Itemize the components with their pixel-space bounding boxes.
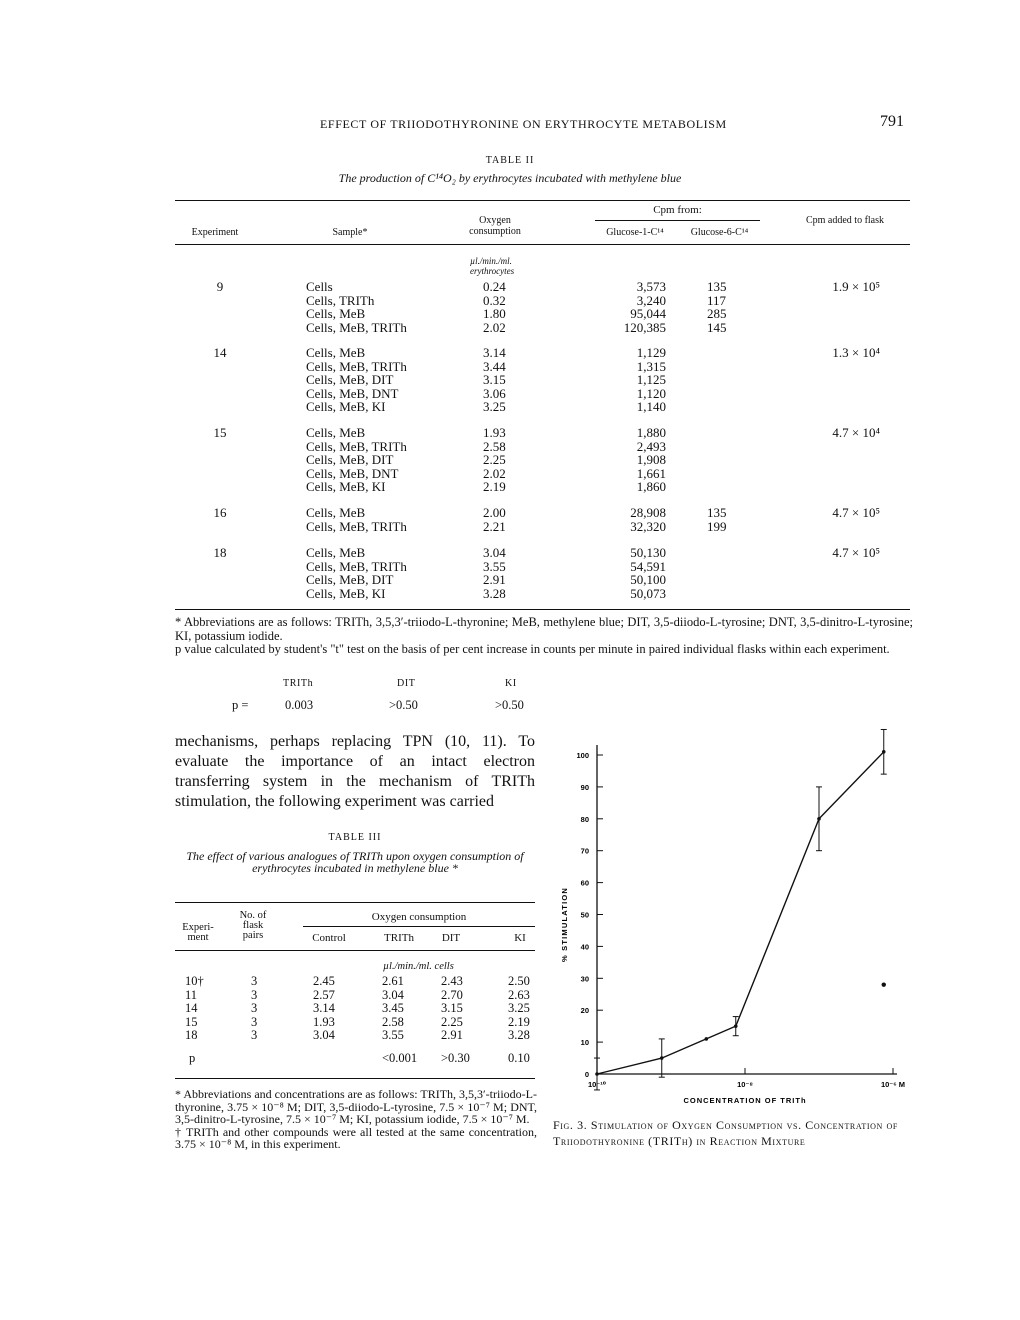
table3-header-experiment: Experi- ment: [182, 922, 214, 943]
table2-glucose1: 50,130: [630, 545, 666, 560]
table2-oxygen: 2.58: [483, 438, 506, 454]
table3-caption: The effect of various analogues of TRITh upon oxygen consumption of erythrocytes incubated in methylene blue *: [186, 849, 524, 875]
table2-oxygen: 3.44: [483, 358, 506, 374]
table3-cell-exp: 15: [185, 1014, 198, 1029]
table3-p-ki: 0.10: [508, 1051, 530, 1065]
table2-glucose6: 135: [707, 505, 727, 520]
table3-cell-trith: 2.61: [382, 974, 404, 988]
table2-sample: Cells, MeB, DIT: [306, 372, 394, 388]
table2-sample: Cells, MeB: [306, 545, 366, 560]
table2-glucose1: 1,661: [636, 465, 666, 481]
table3-cell-control: 1.93: [313, 1014, 335, 1029]
table2-oxygen: 2.02: [483, 319, 506, 335]
table3-cell-ki: 2.19: [508, 1014, 530, 1029]
table2-header-oxygen: Oxygen consumption: [469, 215, 521, 237]
x-axis-label: CONCENTRATION OF TRITh: [683, 1096, 807, 1105]
table2-units: µl./min./ml. erythrocytes: [470, 256, 515, 276]
table3-label: TABLE III: [328, 832, 382, 843]
table2-sample: Cells, MeB, TRITh: [306, 438, 407, 454]
table2-oxygen: 3.28: [483, 585, 506, 601]
table2-glucose1: 95,044: [630, 306, 666, 322]
x-tick-label: 10⁻⁶ M: [880, 1080, 906, 1089]
table3-cell-trith: 2.58: [382, 1014, 404, 1029]
table2-sample: Cells, MeB, KI: [306, 399, 386, 415]
table3-header-trith: TRITh: [384, 932, 414, 944]
table2-caption: The production of C¹⁴O₂ by erythrocytes incubated with methylene blue: [338, 171, 682, 185]
table2-glucose1: 1,860: [636, 479, 666, 495]
table2-oxygen: 3.55: [483, 558, 506, 574]
table2-sample: Cells, MeB: [306, 306, 366, 322]
y-tick-label: 50: [580, 910, 589, 920]
data-point: [660, 1056, 664, 1060]
table2-glucose1: 50,073: [630, 585, 666, 601]
page-number: 791: [880, 113, 904, 130]
table2-experiment: 18: [213, 545, 227, 560]
table3-oxygen-rule: [303, 926, 535, 927]
p-value-ki: >0.50: [495, 698, 524, 712]
table3-cell-exp: 11: [185, 987, 198, 1002]
table2-footnote-abbrev: * Abbreviations are as follows: TRITh, 3,5,3′-triiodo-L-thyronine; MeB, methylene blue; DIT, 3,5-diiodo-L-tyrosine; DNT, 3,5-dinitro-L-tyrosine; KI, potassium iodide.: [175, 615, 913, 643]
y-tick-label: 10: [580, 1038, 589, 1048]
table3-cell-control: 3.14: [313, 1001, 335, 1016]
table3-cell-control: 2.45: [313, 974, 335, 988]
table2-glucose6: 117: [707, 292, 727, 308]
table3-header-ki: KI: [514, 932, 526, 944]
outlier-point: [882, 982, 886, 986]
table2-glucose6: 145: [707, 319, 727, 335]
y-tick-label: 60: [580, 878, 589, 888]
table3-footnote-abbrev: * Abbreviations and concentrations are as follows: TRITh, 3,5,3′-triiodo-L-thyronine, 3.75 × 10⁻⁸ M; DIT, 3,5-diiodo-L-tyrosine, 7.5 × 10⁻⁷ M; DNT, 3,5-dinitro-L-tyrosine, 7.5 × 10⁻⁷ M; KI, potassium iodide, 7.5 × 10⁻⁷ M.: [175, 1087, 537, 1126]
p-values-block: [175, 676, 555, 716]
running-title: EFFECT OF TRIIODOTHYRONINE ON ERYTHROCYTE METABOLISM: [320, 117, 727, 131]
data-point: [734, 1024, 738, 1028]
table2-sample: Cells, MeB, TRITh: [306, 319, 407, 335]
table2-glucose6: 285: [707, 306, 727, 322]
table2-glucose1: 1,140: [636, 399, 666, 415]
table2-oxygen: 2.19: [483, 479, 506, 495]
table2-experiment: 16: [213, 505, 227, 520]
p-label: p =: [232, 698, 249, 712]
y-tick-label: 100: [576, 751, 589, 760]
table2-glucose1: 50,100: [630, 572, 666, 588]
table2-bottom-rule: [175, 609, 910, 610]
table3-cell-trith: 3.04: [382, 987, 404, 1002]
table2-glucose1: 32,320: [630, 518, 666, 534]
y-tick-label: 20: [580, 1006, 589, 1016]
table3-cell-pairs: 3: [251, 1001, 258, 1016]
y-tick-label: 80: [580, 814, 589, 824]
table2-glucose1: 120,385: [623, 319, 666, 335]
table2-glucose1: 1,120: [636, 385, 666, 401]
table2-glucose1: 3,240: [636, 292, 666, 308]
y-tick-label: 70: [580, 846, 589, 856]
table2-oxygen: 3.04: [483, 545, 506, 560]
y-tick-label: 30: [580, 974, 589, 984]
x-tick-label: 10⁻¹⁰: [587, 1080, 607, 1089]
table3-cell-dit: 2.25: [441, 1014, 463, 1029]
table2-oxygen: 3.15: [483, 372, 506, 388]
table2-sample: Cells: [306, 279, 333, 294]
table3-cell-dit: 2.91: [441, 1028, 463, 1043]
table2-glucose1: 28,908: [630, 505, 666, 520]
table2-oxygen: 2.25: [483, 452, 506, 468]
figure3-caption: Fig. 3. Stimulation of Oxygen Consumption vs. Concentration of Triiodothyronine (TRITh) in Reaction Mixture: [553, 1118, 898, 1148]
p-name-dit: DIT: [397, 678, 416, 689]
table2-oxygen: 0.24: [483, 279, 506, 294]
table3-cell-trith: 3.55: [382, 1028, 404, 1043]
table3-cell-exp: 18: [185, 1028, 198, 1043]
p-value-dit: >0.50: [389, 698, 418, 712]
table3-p-label: p: [189, 1051, 196, 1065]
table2-sample: Cells, MeB, DNT: [306, 385, 399, 401]
table3-cell-dit: 2.70: [441, 987, 463, 1002]
table3-p-dit: >0.30: [441, 1051, 470, 1065]
table3-bottom-rule: [175, 1078, 535, 1079]
table2-glucose6: 135: [707, 279, 727, 294]
table2-glucose1: 2,493: [636, 438, 666, 454]
table2-sample: Cells, TRITh: [306, 292, 375, 308]
table2-oxygen: 1.80: [483, 306, 506, 322]
table2-glucose1: 1,125: [636, 372, 666, 388]
p-value-trith: 0.003: [285, 698, 314, 712]
table2-footnote-p: p value calculated by student's "t" test on the basis of per cent increase in counts per minute in paired individual flasks within each experiment.: [175, 642, 890, 656]
table2-glucose1: 1,908: [636, 452, 666, 468]
table2-oxygen: 3.25: [483, 399, 506, 415]
table2-header-cpm-from: Cpm from:: [653, 204, 702, 216]
table2-header-sample: Sample*: [332, 227, 368, 238]
table2-sample: Cells, MeB, DNT: [306, 465, 399, 481]
table2-header-experiment: Experiment: [191, 227, 239, 238]
table2-oxygen: 0.32: [483, 292, 506, 308]
table2-cpm-added: 1.3 × 10⁴: [832, 345, 880, 360]
table3-cell-pairs: 3: [251, 974, 258, 988]
table2-sample: Cells, MeB: [306, 345, 366, 360]
table3-cell-ki: 3.25: [508, 1001, 530, 1016]
table3-cell-exp: 14: [185, 1001, 198, 1016]
table2-header-rule: [175, 244, 910, 245]
table3-footnote-dagger: † TRITh and other compounds were all tested at the same concentration, 3.75 × 10⁻⁸ M, in this experiment.: [175, 1124, 537, 1151]
table2: [175, 200, 910, 610]
y-tick-label: 40: [580, 942, 589, 952]
table2-header-glucose1: Glucose-1-C¹⁴: [606, 227, 664, 238]
y-tick-label: 0: [584, 1070, 589, 1079]
table3-cell-pairs: 3: [251, 1014, 258, 1029]
table2-oxygen: 1.93: [483, 425, 506, 440]
table3-cell-ki: 2.50: [508, 974, 530, 988]
y-axis-label: % STIMULATION: [560, 886, 569, 963]
table2-oxygen: 2.02: [483, 465, 506, 481]
table3-p-trith: <0.001: [382, 1051, 418, 1065]
table3-cell-ki: 2.63: [508, 987, 530, 1002]
table2-footnote: [175, 616, 913, 657]
table2-experiment: 9: [216, 279, 224, 294]
data-point: [882, 750, 886, 754]
table3-top-rule: [175, 902, 535, 903]
table3-header-control: Control: [312, 932, 346, 944]
table3-header-dit: DIT: [441, 932, 461, 944]
table2-oxygen: 3.14: [483, 345, 506, 360]
table3-cell-control: 3.04: [313, 1028, 335, 1043]
table2-sample: Cells, MeB, DIT: [306, 452, 394, 468]
table2-glucose1: 3,573: [636, 279, 666, 294]
table2-experiment: 14: [213, 345, 227, 360]
y-tick-label: 90: [580, 782, 589, 792]
table3-cell-ki: 3.28: [508, 1028, 530, 1043]
table3-cell-pairs: 3: [251, 987, 258, 1002]
table2-glucose1: 1,315: [636, 358, 666, 374]
table2-header-glucose6: Glucose-6-C¹⁴: [690, 227, 749, 238]
table2-glucose1: 1,129: [636, 345, 666, 360]
table2-cpm-added: 1.9 × 10⁵: [832, 279, 880, 294]
table2-cpm-added: 4.7 × 10⁴: [832, 425, 880, 440]
table2-experiment: 15: [213, 425, 227, 440]
table2-sample: Cells, MeB, KI: [306, 585, 386, 601]
table2-sample: Cells, MeB, TRITh: [306, 558, 407, 574]
table2-sample: Cells, MeB, TRITh: [306, 518, 407, 534]
table2-oxygen: 3.06: [483, 385, 506, 401]
table3-cell-control: 2.57: [313, 987, 335, 1002]
table3-cell-pairs: 3: [251, 1028, 258, 1043]
table3-cell-dit: 3.15: [441, 1001, 463, 1016]
table2-sample: Cells, MeB, DIT: [306, 572, 394, 588]
table2-sample: Cells, MeB, KI: [306, 479, 386, 495]
x-tick-label: 10⁻⁸: [737, 1080, 753, 1089]
table3-footnote: [175, 1088, 537, 1151]
data-point: [705, 1037, 709, 1041]
table2-header-cpm-added: Cpm added to flask: [805, 215, 885, 226]
table2-oxygen: 2.00: [483, 505, 506, 520]
data-point: [817, 817, 821, 821]
table2-label: TABLE II: [485, 155, 535, 166]
table2-cpm-added: 4.7 × 10⁵: [832, 545, 880, 560]
table3-cell-exp: 10†: [185, 974, 204, 988]
table3-header-pairs: No. of flask pairs: [239, 910, 267, 941]
table2-top-rule: [175, 200, 910, 201]
table2-sample: Cells, MeB: [306, 425, 366, 440]
table2-oxygen: 2.91: [483, 572, 506, 588]
table2-oxygen: 2.21: [483, 518, 506, 534]
data-point: [595, 1072, 599, 1076]
table3: [175, 902, 537, 1082]
figure3-chart: [545, 725, 930, 1110]
table2-sample: Cells, MeB, TRITh: [306, 358, 407, 374]
table3-cell-trith: 3.45: [382, 1001, 404, 1016]
series-line: [597, 752, 884, 1074]
p-name-trith: TRITh: [283, 678, 314, 689]
table2-glucose1: 54,591: [630, 558, 666, 574]
table3-header-rule: [175, 950, 535, 951]
body-paragraph: mechanisms, perhaps replacing TPN (10, 11). To evaluate the importance of an intact electron transferring system in the mechanism of TRITh stimulation, the following experiment was carried: [175, 733, 535, 810]
table2-cpm-added: 4.7 × 10⁵: [832, 505, 880, 520]
table2-glucose1: 1,880: [636, 425, 666, 440]
table2-sample: Cells, MeB: [306, 505, 366, 520]
table3-units: µl./min./ml. cells: [383, 961, 454, 972]
table3-cell-dit: 2.43: [441, 974, 463, 988]
table2-cpm-rule: [595, 220, 760, 221]
p-name-ki: KI: [505, 678, 517, 689]
table3-header-oxygen: Oxygen consumption: [371, 911, 467, 923]
table2-glucose6: 199: [707, 518, 727, 534]
